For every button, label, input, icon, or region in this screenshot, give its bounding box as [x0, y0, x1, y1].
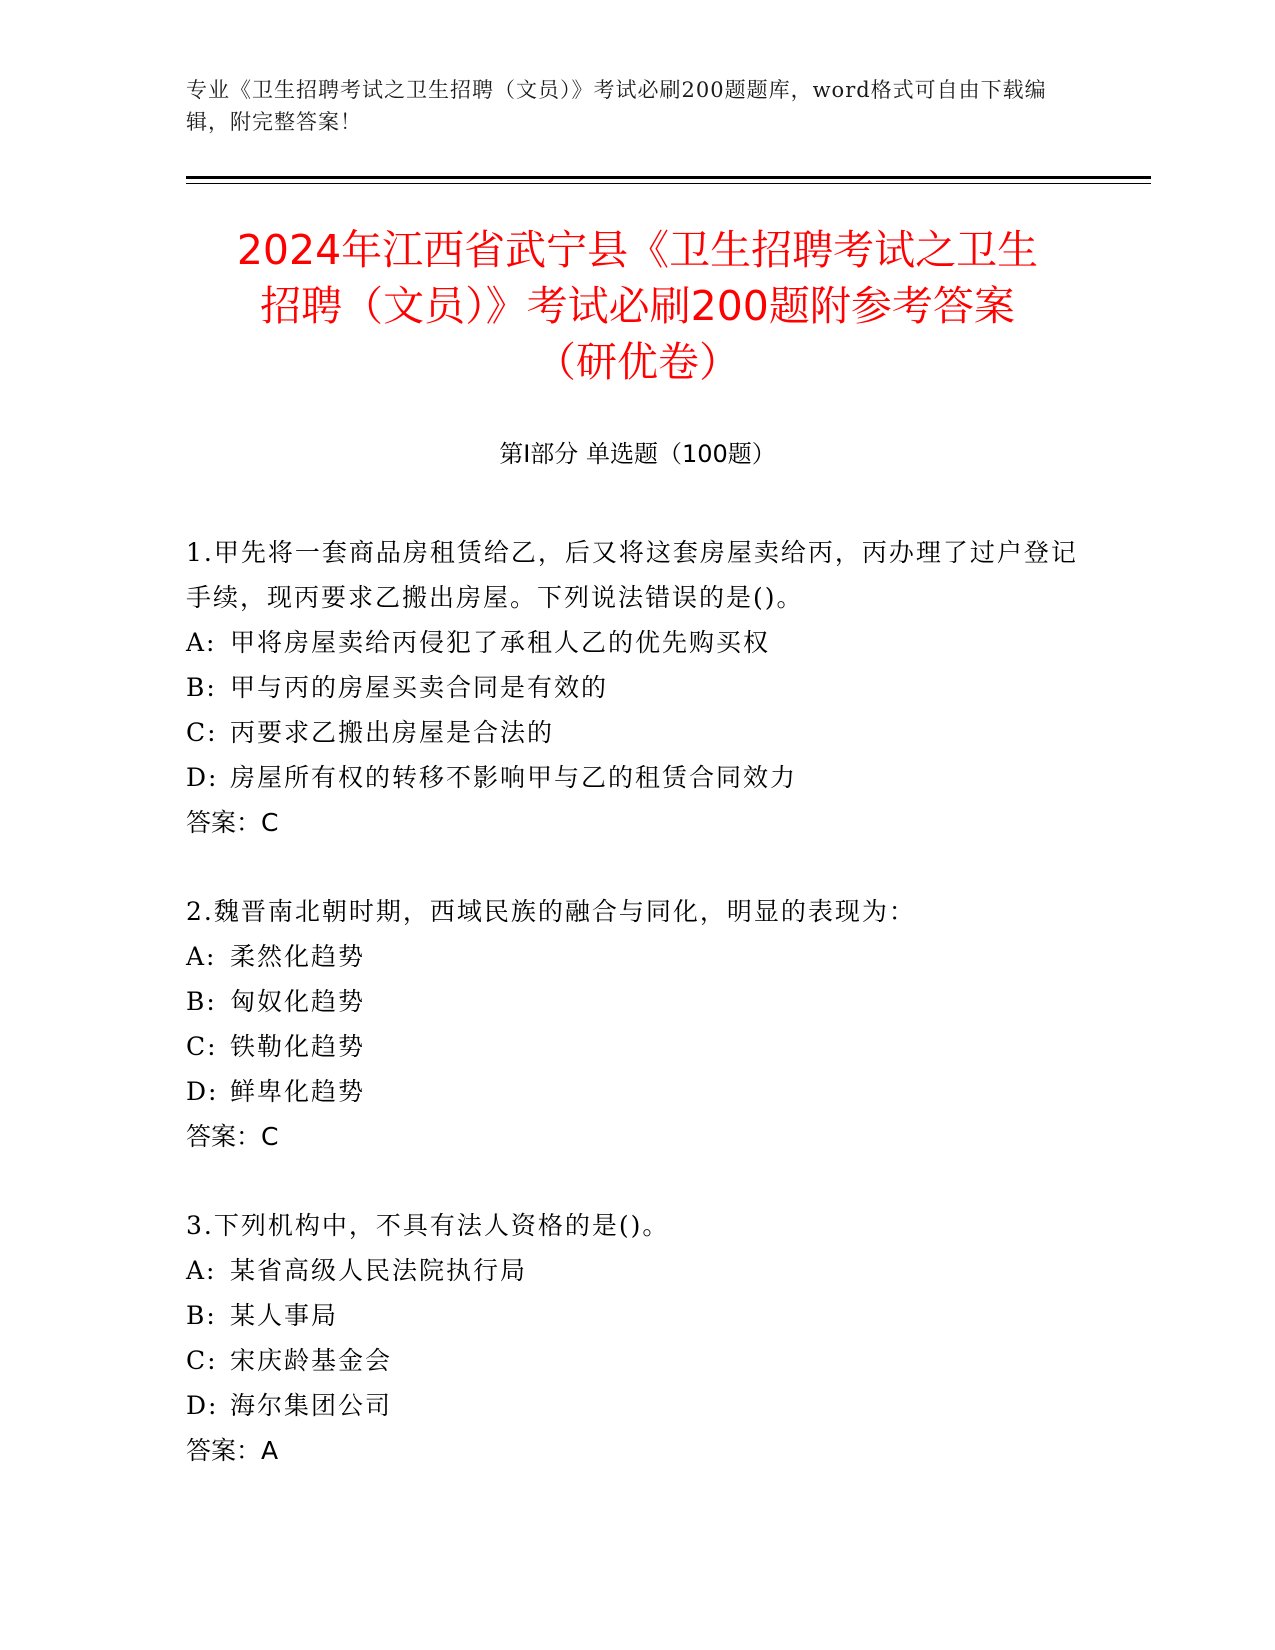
document-title-line-1: 2024年江西省武宁县《卫生招聘考试之卫生: [236, 226, 1039, 274]
option-c: [186, 710, 1086, 755]
question-list: [186, 530, 1086, 1517]
option-letter: A:: [186, 628, 217, 657]
question-3: [186, 1203, 1086, 1473]
option-b: [186, 979, 1086, 1024]
option-b: [186, 665, 1086, 710]
question-stem: 1.甲先将一套商品房租赁给乙，后又将这套房屋卖给丙，丙办理了过户登记手续，现丙要求乙搬出房屋。下列说法错误的是()。: [186, 538, 1078, 612]
option-text: 某人事局: [230, 1301, 339, 1330]
option-text: 甲与丙的房屋买卖合同是有效的: [230, 673, 609, 702]
answer-line: 答案：A: [186, 1436, 279, 1465]
option-d: [186, 1069, 1086, 1114]
option-text: 匈奴化趋势: [230, 987, 366, 1016]
option-letter: B:: [186, 1301, 217, 1330]
option-text: 宋庆龄基金会: [230, 1346, 393, 1375]
option-c: [186, 1024, 1086, 1069]
header-note: 专业《卫生招聘考试之卫生招聘（文员）》考试必刷200题题库，word格式可自由下载编辑，附完整答案！: [186, 78, 1047, 134]
document-title-line-3: （研优卷）: [535, 338, 740, 386]
option-text: 海尔集团公司: [230, 1391, 393, 1420]
option-text: 铁勒化趋势: [230, 1032, 366, 1061]
option-d: [186, 1383, 1086, 1428]
question-stem: 3.下列机构中，不具有法人资格的是()。: [186, 1211, 670, 1240]
option-letter: B:: [186, 987, 217, 1016]
header-divider-thin: [186, 183, 1151, 184]
option-letter: D:: [186, 1391, 219, 1420]
option-text: 丙要求乙搬出房屋是合法的: [230, 718, 555, 747]
question-2: [186, 889, 1086, 1159]
answer-line: 答案：C: [186, 808, 279, 837]
option-a: [186, 934, 1086, 979]
option-text: 甲将房屋卖给丙侵犯了承租人乙的优先购买权: [230, 628, 771, 657]
option-letter: C:: [186, 718, 218, 747]
option-b: [186, 1293, 1086, 1338]
header-divider-thick: [186, 176, 1151, 179]
option-text: 某省高级人民法院执行局: [230, 1256, 528, 1285]
option-letter: D:: [186, 1077, 219, 1106]
option-c: [186, 1338, 1086, 1383]
option-a: [186, 620, 1086, 665]
answer-line: 答案：C: [186, 1122, 279, 1151]
option-letter: C:: [186, 1032, 218, 1061]
question-1: [186, 530, 1086, 845]
option-letter: A:: [186, 942, 217, 971]
option-letter: C:: [186, 1346, 218, 1375]
option-letter: D:: [186, 763, 219, 792]
option-text: 柔然化趋势: [230, 942, 366, 971]
section-heading: 第I部分 单选题（100题）: [499, 440, 776, 468]
option-letter: A:: [186, 1256, 217, 1285]
option-letter: B:: [186, 673, 217, 702]
question-stem: 2.魏晋南北朝时期，西域民族的融合与同化，明显的表现为：: [186, 897, 916, 926]
document-title-line-2: 招聘（文员）》考试必刷200题附参考答案: [260, 282, 1015, 330]
option-text: 房屋所有权的转移不影响甲与乙的租赁合同效力: [230, 763, 798, 792]
option-text: 鲜卑化趋势: [230, 1077, 366, 1106]
option-d: [186, 755, 1086, 800]
document-title: [150, 222, 1125, 390]
option-a: [186, 1248, 1086, 1293]
